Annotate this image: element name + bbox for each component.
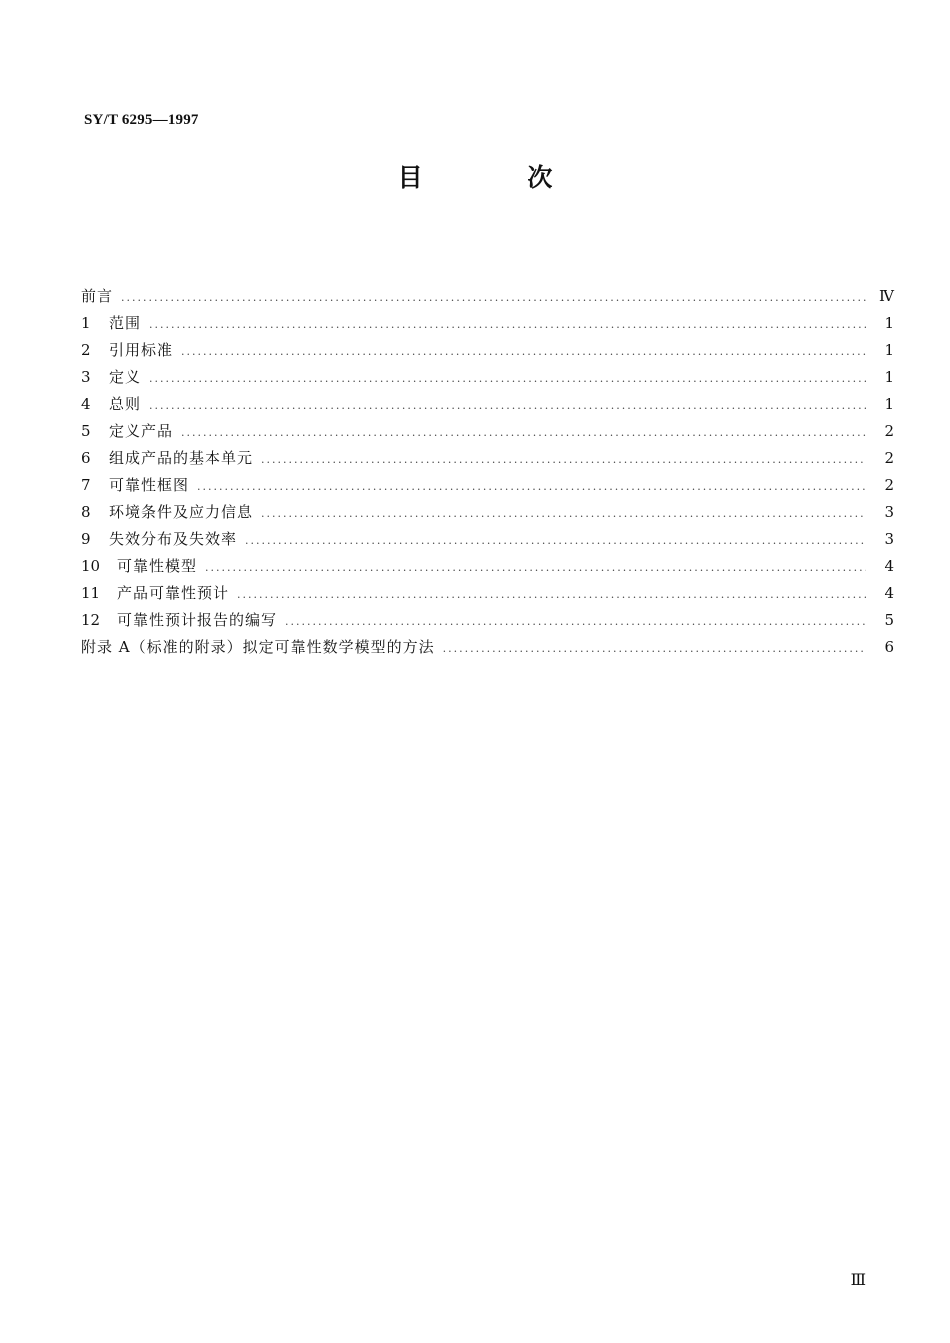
toc-entry-label: 总则 [109,395,142,413]
toc-entry-3[interactable] [81,364,894,391]
toc-entry-label: 前言 [81,287,114,305]
toc-entry-10[interactable] [81,553,894,580]
dot-leader [149,365,866,392]
dot-leader [205,554,866,581]
toc-entry-appendix-a[interactable] [81,634,894,661]
toc-entry-number: 7 [81,476,91,494]
toc-entry-page: 5 [884,611,894,629]
toc-entry-4[interactable] [81,391,894,418]
page-number: Ⅲ [850,1272,866,1289]
dot-leader [261,446,866,473]
standard-code: SY/T 6295—1997 [84,112,199,128]
toc-entry-label: 失效分布及失效率 [109,530,238,548]
toc-entry-number: 6 [81,449,91,467]
toc-entry-6[interactable] [81,445,894,472]
toc-entry-page: 1 [884,395,894,413]
page-title: 目 次 [397,163,601,192]
dot-leader [261,500,866,527]
toc-entry-number: 2 [81,341,91,359]
dot-leader [197,473,866,500]
toc-entry-page: Ⅳ [879,287,894,305]
toc-entry-page: 4 [884,557,894,575]
dot-leader [237,581,866,608]
toc-entry-number: 8 [81,503,91,521]
dot-leader [149,392,866,419]
dot-leader [121,284,866,311]
toc-entry-label: 附录 A（标准的附录）拟定可靠性数学模型的方法 [81,638,435,656]
table-of-contents [81,283,894,661]
toc-entry-5[interactable] [81,418,894,445]
toc-entry-2[interactable] [81,337,894,364]
toc-entry-1[interactable] [81,310,894,337]
toc-entry-label: 定义产品 [109,422,174,440]
toc-entry-number: 10 [81,557,101,575]
dot-leader [181,419,866,446]
toc-entry-number: 11 [81,584,101,602]
toc-entry-label: 引用标准 [109,341,174,359]
toc-entry-label: 可靠性预计报告的编写 [117,611,278,629]
toc-entry-page: 1 [884,341,894,359]
toc-entry-8[interactable] [81,499,894,526]
dot-leader [149,311,866,338]
toc-entry-7[interactable] [81,472,894,499]
dot-leader [285,608,866,635]
toc-entry-label: 可靠性框图 [109,476,190,494]
toc-entry-9[interactable] [81,526,894,553]
toc-entry-number: 3 [81,368,91,386]
toc-entry-label: 可靠性模型 [117,557,198,575]
toc-entry-label: 产品可靠性预计 [117,584,230,602]
toc-entry-page: 2 [884,422,894,440]
toc-entry-page: 3 [884,530,894,548]
toc-entry-label: 定义 [109,368,142,386]
toc-entry-number: 9 [81,530,91,548]
toc-entry-page: 1 [884,314,894,332]
toc-entry-number: 5 [81,422,91,440]
toc-entry-11[interactable] [81,580,894,607]
toc-entry-page: 3 [884,503,894,521]
dot-leader [181,338,866,365]
dot-leader [443,635,866,662]
toc-entry-page: 1 [884,368,894,386]
dot-leader [245,527,866,554]
toc-entry-page: 4 [884,584,894,602]
toc-entry-12[interactable] [81,607,894,634]
toc-entry-label: 环境条件及应力信息 [109,503,254,521]
toc-entry-number: 1 [81,314,91,332]
toc-entry-number: 12 [81,611,101,629]
toc-entry-foreword[interactable] [81,283,894,310]
toc-entry-label: 组成产品的基本单元 [109,449,254,467]
toc-entry-page: 2 [884,449,894,467]
toc-entry-page: 2 [884,476,894,494]
toc-entry-label: 范围 [109,314,142,332]
toc-entry-page: 6 [884,638,894,656]
toc-entry-number: 4 [81,395,91,413]
